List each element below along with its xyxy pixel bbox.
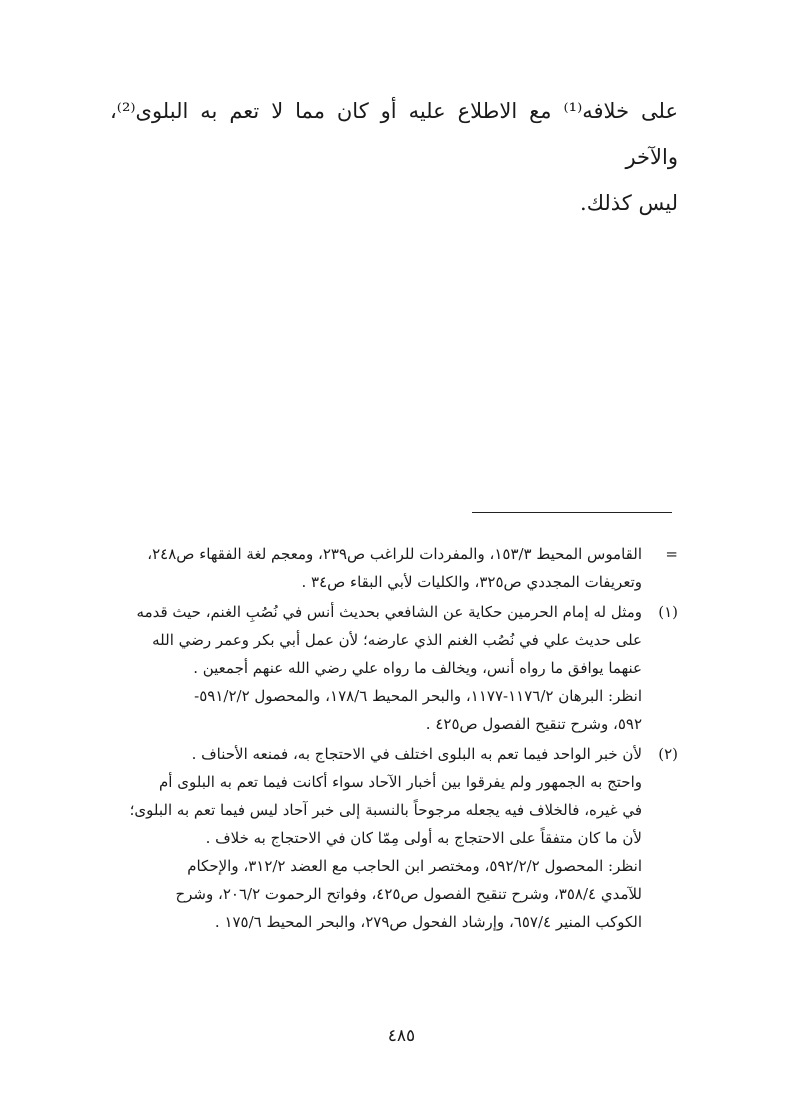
footnote-line: وتعريفات المجددي ص٣٢٥، والكليات لأبي البقاء ص٣٤ . xyxy=(301,573,642,591)
footnote-line: ومثل له إمام الحرمين حكاية عن الشافعي بحديث أنس في نُصُبِ الغنم، حيث قدمه xyxy=(136,603,642,621)
footnote-line: على حديث علي في نُصُب الغنم الذي عارضه؛ لأن عمل أبي بكر وعمر رضي الله xyxy=(152,631,642,649)
footnote-line: في غيره، فالخلاف فيه يجعله مرجوحاً بالنسبة إلى خبر آحاد ليس فيما تعم به البلوى؛ xyxy=(129,801,642,819)
footnote-marker: (٢) xyxy=(658,745,678,763)
footnote-line: لأن ما كان متفقاً على الاحتجاج به أولى مِمّا كان في الاحتجاج به خلاف . xyxy=(205,829,642,847)
footnote-line: الكوكب المنير ٦٥٧/٤، وإرشاد الفحول ص٢٧٩، والبحر المحيط ١٧٥/٦ . xyxy=(214,913,642,931)
footnotes-block xyxy=(112,540,678,938)
main-text-block xyxy=(110,88,678,226)
footnote-2 xyxy=(112,740,678,936)
page-number: ٤٨٥ xyxy=(387,1026,416,1046)
footnote-marker: (١) xyxy=(658,603,678,621)
footnote-line: ٥٩٢، وشرح تنقيح الفصول ص٤٢٥ . xyxy=(425,715,642,733)
footnote-line: للآمدي ٣٥٨/٤، وشرح تنقيح الفصول ص٤٢٥، وفواتح الرحموت ٢٠٦/٢، وشرح xyxy=(175,885,642,903)
footnote-1 xyxy=(112,598,678,738)
main-text-line: على خلافه⁽¹⁾ مع الاطلاع عليه أو كان مما لا تعم به البلوى⁽²⁾، والآخر xyxy=(110,99,678,169)
footnote-line: انظر: المحصول ٥٩٢/٢/٢، ومختصر ابن الحاجب مع العضد ٣١٢/٢، والإحكام xyxy=(187,857,642,875)
footnote-continuation xyxy=(112,540,678,596)
footnote-line: لأن خبر الواحد فيما تعم به البلوى اختلف في الاحتجاج به، فمنعه الأحناف . xyxy=(191,745,642,763)
footnote-line: القاموس المحيط ١٥٣/٣، والمفردات للراغب ص٢٣٩، ومعجم لغة الفقهاء ص٢٤٨، xyxy=(147,545,642,563)
main-text-line: ليس كذلك. xyxy=(580,191,678,215)
footnote-line: عنهما يوافق ما رواه أنس، ويخالف ما رواه علي رضي الله عنهم أجمعين . xyxy=(193,659,642,677)
footnote-line: انظر: البرهان ١١٧٦/٢-١١٧٧، والبحر المحيط ١٧٨/٦، والمحصول ٥٩١/٢/٢- xyxy=(194,687,642,705)
footnote-line: واحتج به الجمهور ولم يفرقوا بين أخبار الآحاد سواء أكانت فيما تعم به البلوى أم xyxy=(159,773,642,791)
footnote-separator xyxy=(472,512,672,513)
footnote-marker: = xyxy=(665,545,678,563)
